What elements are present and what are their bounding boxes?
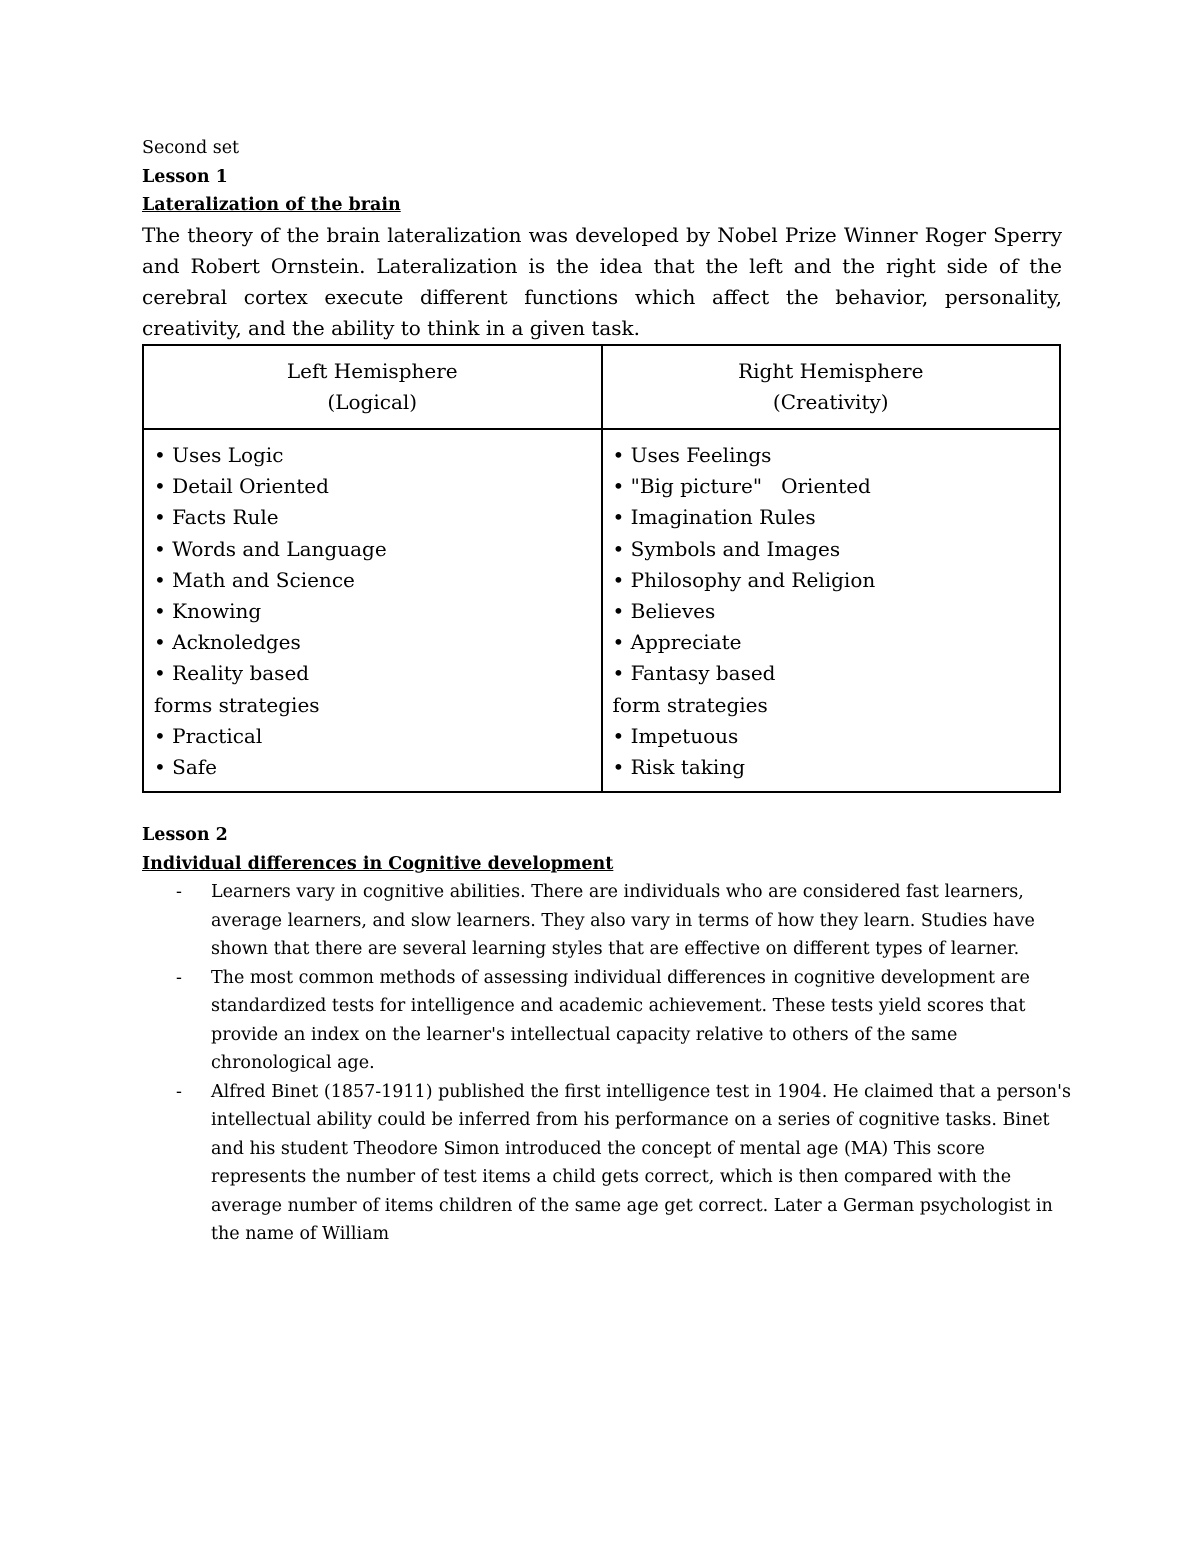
lesson2-bullet-list — [142, 878, 1071, 1249]
left-hemisphere-heading: Left Hemisphere — [286, 358, 458, 383]
right-trait-item: • "Big picture" Oriented — [612, 474, 871, 499]
left-trait-item: • Reality based — [154, 661, 310, 686]
right-trait-item: • Impetuous — [612, 723, 739, 748]
list-item — [142, 878, 1071, 964]
left-trait-item: • Math and Science — [154, 567, 355, 592]
list-item — [142, 964, 1071, 1078]
hemisphere-table — [142, 344, 1061, 794]
lesson2-title: Individual differences in Cognitive development — [142, 853, 614, 874]
lesson1-title: Lateralization of the brain — [142, 195, 401, 215]
right-trait-item: form strategies — [612, 692, 768, 717]
lesson1-intro: The theory of the brain lateralization was developed by Nobel Prize Winner Roger Sperry and Robert Ornstein. Lateralization is the idea that the left and the right side of the cerebral cortex execute different functions which affect the behavior, personality, creativity, and the ability to think in a given task. — [142, 222, 1062, 340]
right-trait-item: • Risk taking — [612, 754, 746, 779]
right-hemisphere-traits — [602, 429, 1061, 792]
list-item — [142, 1078, 1071, 1249]
left-trait-item: • Uses Logic — [154, 442, 284, 467]
lesson2-label: Lesson 2 — [142, 825, 228, 846]
document-page — [142, 134, 1071, 1249]
hemisphere-table-body-row — [143, 429, 1060, 792]
left-hemisphere-header — [143, 345, 602, 429]
right-trait-item: • Uses Feelings — [612, 442, 772, 467]
right-trait-item: • Imagination Rules — [612, 505, 816, 530]
left-trait-item: • Knowing — [154, 598, 262, 623]
right-trait-item: • Philosophy and Religion — [612, 567, 876, 592]
dash-bullet: - — [176, 967, 182, 988]
right-trait-item: • Appreciate — [612, 630, 742, 655]
lesson1-label: Lesson 1 — [142, 166, 228, 187]
left-trait-item: • Detail Oriented — [154, 474, 329, 499]
lesson2-section — [142, 821, 1071, 1249]
bullet-text: Learners vary in cognitive abilities. There are individuals who are considered fast learners, average learners, and slow learners. They also vary in terms of how they learn. Studies have shown that there are several learning styles that are effective on different types of learner. — [211, 882, 1035, 960]
left-trait-item: • Facts Rule — [154, 505, 279, 530]
right-hemisphere-heading: Right Hemisphere — [738, 358, 924, 383]
right-hemisphere-header — [602, 345, 1061, 429]
right-trait-item: • Symbols and Images — [612, 536, 841, 561]
set-label: Second set — [142, 138, 240, 158]
left-trait-item: • Safe — [154, 754, 218, 779]
right-hemisphere-subheading: (Creativity) — [772, 389, 889, 414]
left-hemisphere-traits — [143, 429, 602, 792]
right-trait-item: • Fantasy based — [612, 661, 776, 686]
left-trait-item: • Words and Language — [154, 536, 387, 561]
left-hemisphere-subheading: (Logical) — [327, 389, 418, 414]
bullet-text: Alfred Binet (1857-1911) published the first intelligence test in 1904. He claimed that a person's intellectual ability could be inferred from his performance on a series of cognitive tasks. Binet and his student Theodore Simon introduced the concept of mental age (MA) This score represents the number of test items a child gets correct, which is then compared with the average number of items children of the same age get correct. Later a German psychologist in the name of William — [211, 1081, 1071, 1245]
left-trait-item: • Acknoledges — [154, 630, 301, 655]
hemisphere-table-header-row — [143, 345, 1060, 429]
right-trait-item: • Believes — [612, 598, 716, 623]
dash-bullet: - — [176, 882, 182, 903]
left-trait-item: forms strategies — [154, 692, 320, 717]
bullet-text: The most common methods of assessing individual differences in cognitive development are standardized tests for intelligence and academic achievement. These tests yield scores that provide an index on the learner's intellectual capacity relative to others of the same chronological age. — [211, 967, 1030, 1074]
left-trait-item: • Practical — [154, 723, 263, 748]
dash-bullet: - — [176, 1081, 182, 1102]
